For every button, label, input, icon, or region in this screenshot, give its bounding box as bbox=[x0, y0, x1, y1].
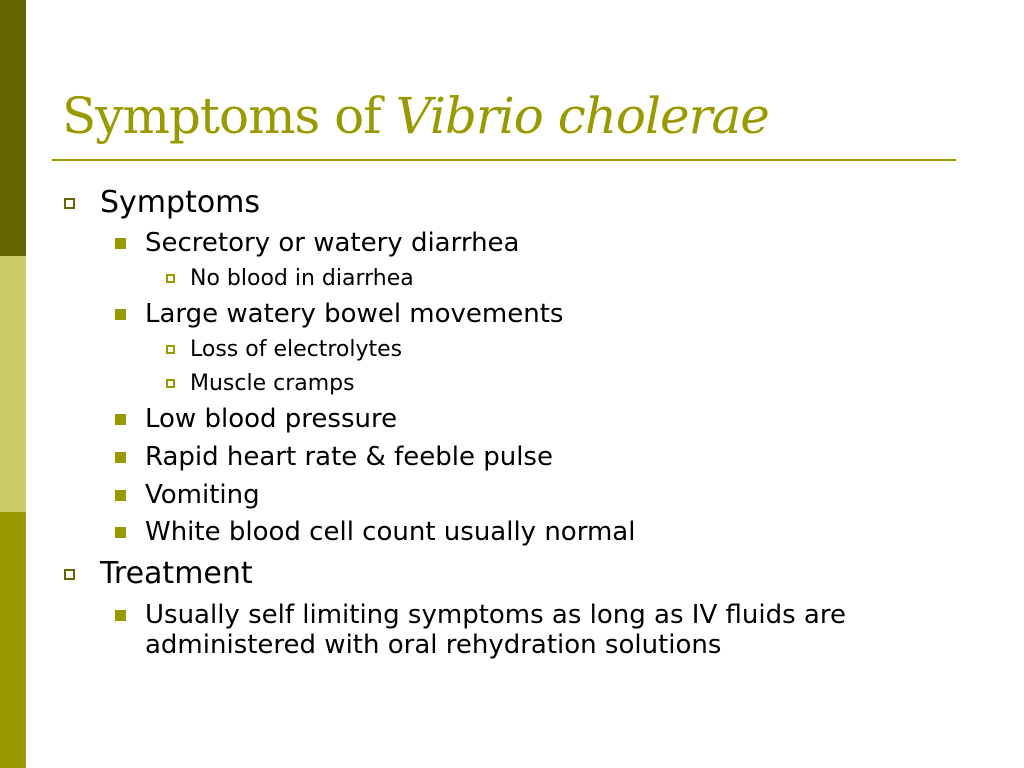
list-item-label: Vomiting bbox=[145, 480, 260, 510]
list-item-label: White blood cell count usually normal bbox=[145, 517, 636, 547]
filled-square-bullet-icon bbox=[115, 490, 126, 501]
sub-list-item-label: No blood in diarrhea bbox=[190, 266, 414, 291]
slide-title bbox=[62, 80, 769, 152]
left-band-light bbox=[0, 256, 26, 512]
list-item-label-line1: Usually self limiting symptoms as long as IV fluids are bbox=[145, 600, 846, 630]
list-item-label: Rapid heart rate & feeble pulse bbox=[145, 442, 553, 472]
filled-square-bullet-icon bbox=[115, 414, 126, 425]
title-divider bbox=[52, 159, 956, 161]
title-plain: Symptoms of bbox=[62, 87, 396, 145]
left-band-dark bbox=[0, 0, 26, 256]
sub-list-item-label: Loss of electrolytes bbox=[190, 337, 403, 362]
hollow-square-bullet-icon bbox=[166, 274, 175, 283]
hollow-square-bullet-icon bbox=[166, 345, 175, 354]
list-item-label: Secretory or watery diarrhea bbox=[145, 228, 520, 258]
title-italic: Vibrio cholerae bbox=[395, 87, 769, 145]
left-band-olive bbox=[0, 512, 26, 768]
hollow-square-bullet-icon bbox=[64, 569, 75, 580]
filled-square-bullet-icon bbox=[115, 610, 126, 621]
hollow-square-bullet-icon bbox=[166, 379, 175, 388]
section-heading-label: Treatment bbox=[100, 556, 253, 591]
list-item-label-line2: administered with oral rehydration solutions bbox=[145, 630, 722, 660]
filled-square-bullet-icon bbox=[115, 527, 126, 538]
section-heading-label: Symptoms bbox=[100, 185, 261, 220]
list-item-label: Low blood pressure bbox=[145, 404, 398, 434]
filled-square-bullet-icon bbox=[115, 238, 126, 249]
filled-square-bullet-icon bbox=[115, 309, 126, 320]
hollow-square-bullet-icon bbox=[64, 198, 75, 209]
filled-square-bullet-icon bbox=[115, 452, 126, 463]
list-item-label: Large watery bowel movements bbox=[145, 299, 564, 329]
sub-list-item-label: Muscle cramps bbox=[190, 371, 355, 396]
